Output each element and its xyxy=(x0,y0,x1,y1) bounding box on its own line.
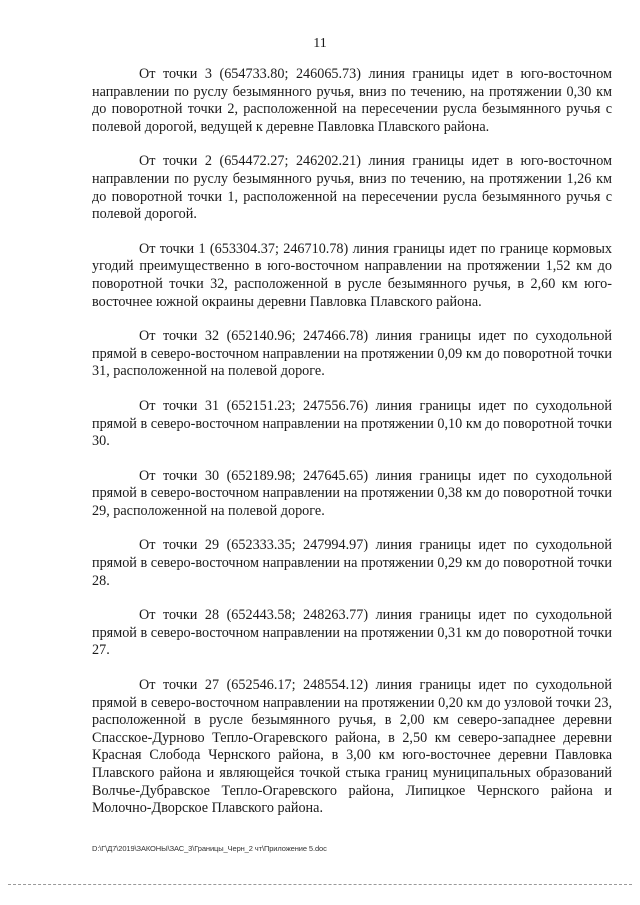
page-number: 11 xyxy=(313,36,327,51)
boundary-paragraph: От точки 2 (654472.27; 246202.21) линия границы идет в юго-восточном направлении по руслу безымянного ручья, вниз по течению, на протяжении 1,26 км до поворотной точки 1, расположенной на пересечении русла безымянного ручья с полевой дорогой. xyxy=(92,153,612,223)
boundary-paragraph: От точки 28 (652443.58; 248263.77) линия границы идет по суходольной прямой в северо-восточном направлении на протяжении 0,31 км до поворотной точки 27. xyxy=(92,607,612,659)
boundary-paragraph: От точки 31 (652151.23; 247556.76) линия границы идет по суходольной прямой в северо-восточном направлении на протяжении 0,10 км до поворотной точки 30. xyxy=(92,397,612,450)
footer-file-path: D:\Г\Д7\2019\ЗАКОНЫ\ЗАС_3\Границы_Черн_2 чт\Приложение 5.doc xyxy=(92,844,327,853)
boundary-paragraph: От точки 32 (652140.96; 247466.78) линия границы идет по суходольной прямой в северо-восточном направлении на протяжении 0,09 км до поворотной точки 31, расположенной на полевой дороге. xyxy=(92,328,612,380)
boundary-paragraph: От точки 3 (654733.80; 246065.73) линия границы идет в юго-восточном направлении по руслу безымянного ручья, вниз по течению, на протяжении 0,30 км до поворотной точки 2, расположенной на пересечении русла безымянного ручья с полевой дорогой, ведущей к деревне Павловка Плавского района. xyxy=(92,66,612,135)
document-body xyxy=(92,66,612,835)
boundary-paragraph: От точки 1 (653304.37; 246710.78) линия границы идет по границе кормовых угодий преимущественно в юго-восточном направлении на протяжении 1,52 км до поворотной точки 32, расположенной в русле безымянного ручья, в 2,60 км юго-восточнее южной окраины деревни Павловка Плавского района. xyxy=(92,240,612,310)
bottom-divider xyxy=(8,884,632,885)
boundary-paragraph: От точки 30 (652189.98; 247645.65) линия границы идет по суходольной прямой в северо-восточном направлении на протяжении 0,38 км до поворотной точки 29, расположенной на полевой дороге. xyxy=(92,467,612,519)
boundary-paragraph: От точки 29 (652333.35; 247994.97) линия границы идет по суходольной прямой в северо-восточном направлении на протяжении 0,29 км до поворотной точки 28. xyxy=(92,537,612,589)
boundary-paragraph: От точки 27 (652546.17; 248554.12) линия границы идет по суходольной прямой в северо-восточном направлении на протяжении 0,20 км до узловой точки 23, расположенной в русле безымянного ручья, в 2,00 км северо-западнее деревни Спасское-Дурново Тепло-Огаревского района, в 2,50 км северо-западнее деревни Красная Слобода Чернского района, в 3,00 км юго-восточнее деревни Павловка Плавского района и являющейся точкой стыка границ муниципальных образований Волчье-Дубравское Тепло-Огаревского района, Липицкое Чернского района и Молочно-Дворское Плавского района. xyxy=(92,677,612,817)
